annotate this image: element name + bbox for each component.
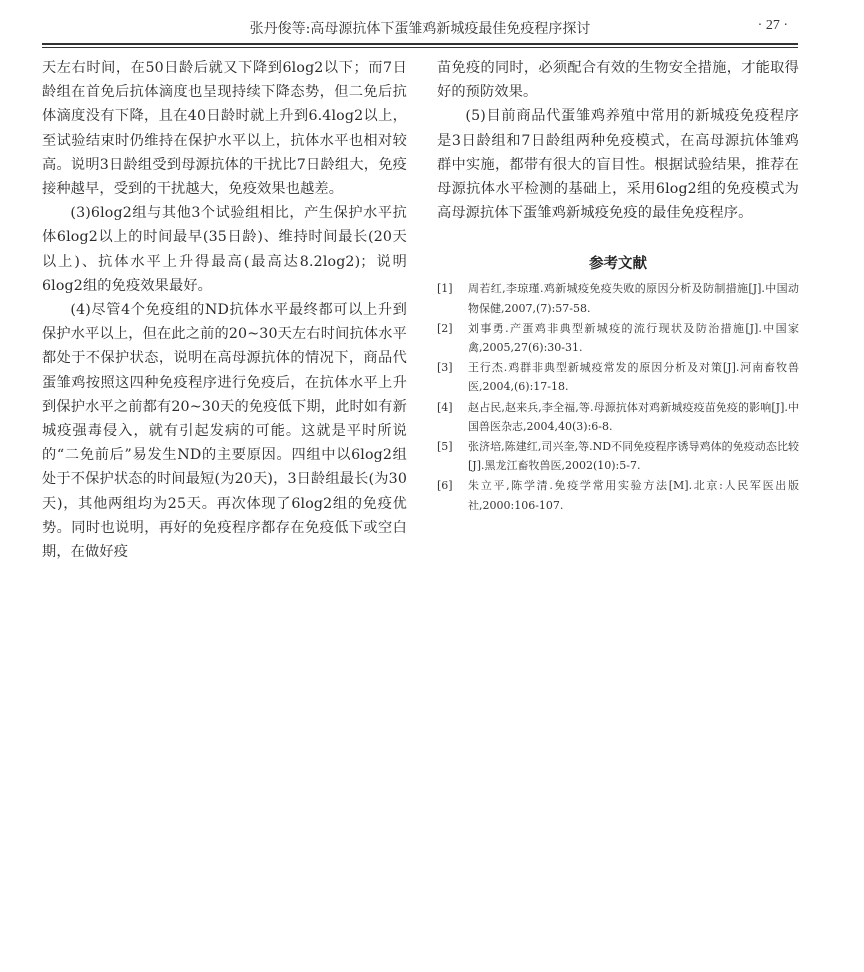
reference-text: 张济培,陈建红,司兴奎,等.ND不同免疫程序诱导鸡体的免疫动态比较[J].黑龙江畜牧兽医,2002(10):5-7. (468, 440, 799, 473)
reference-item (437, 358, 799, 396)
body-paragraph: 苗免疫的同时，必须配合有效的生物安全措施，才能取得好的预防效果。 (437, 60, 799, 101)
left-column (42, 56, 407, 564)
reference-text: 王行杰.鸡群非典型新城疫常发的原因分析及对策[J].河南畜牧兽医,2004,(6):17-18. (468, 361, 799, 394)
body-paragraph: (5)目前商品代蛋雏鸡养殖中常用的新城疫免疫程序是3日龄组和7日龄组两种免疫模式，在高母源抗体雏鸡群中实施，都带有很大的盲目性。根据试验结果，推荐在母源抗体水平检测的基础上，采用6log2组的免疫模式为高母源抗体下蛋雏鸡新城疫免疫的最佳免疫程序。 (437, 108, 799, 222)
running-title: 张丹俊等:高母源抗体下蛋雏鸡新城疫最佳免疫程序探讨 (249, 21, 591, 37)
reference-item (437, 398, 799, 436)
running-header (42, 14, 798, 44)
reference-number: [4] (437, 400, 453, 414)
body-paragraph: (4)尽管4个免疫组的ND抗体水平最终都可以上升到保护水平以上，但在此之前的20~30天左右时间抗体水平都处于不保护状态，说明在高母源抗体的情况下，商品代蛋雏鸡按照这四种免疫程序进行免疫后，在抗体水平上升到保护水平之前都有20~30天的免疫低下期，此时如有新城疫强毒侵入，就有引起发病的可能。这就是平时所说的“二免前后”易发生ND的主要原因。四组中以6log2组处于不保护状态的时间最短(为20天)，3日龄组最长(为30天)，其他两组均为25天。再次体现了6log2组的免疫优势。同时也说明，再好的免疫程序都存在免疫低下或空白期，在做好疫 (42, 302, 407, 561)
reference-number: [3] (437, 361, 453, 375)
reference-number: [6] (437, 479, 453, 493)
reference-item (437, 437, 799, 475)
page-number: · 27 · (757, 18, 788, 33)
reference-item (437, 319, 799, 357)
reference-list (437, 279, 799, 514)
right-column (437, 56, 799, 516)
body-paragraph: 天左右时间，在50日龄后就又下降到6log2以下；而7日龄组在首免后抗体滴度也呈现持续下降态势，但二免后抗体滴度没有下降，且在40日龄时就上升到6.4log2以上，至试验结束时仍维持在保护水平以上，抗体水平也相对较高。说明3日龄组受到母源抗体的干扰比7日龄组大，免疫接种越早，受到的干扰越大，免疫效果也越差。 (42, 60, 407, 198)
reference-item (437, 279, 799, 317)
reference-text: 刘事勇.产蛋鸡非典型新城疫的流行现状及防治措施[J].中国家禽,2005,27(6):30-31. (468, 321, 799, 355)
reference-text: 周若红,李琼瑾.鸡新城疫免疫失败的原因分析及防制措施[J].中国动物保健,2007,(7):57-58. (468, 282, 799, 315)
reference-number: [5] (437, 440, 453, 454)
header-rule-thick (42, 43, 798, 45)
header-rule-thin (42, 47, 798, 48)
body-paragraph: (3)6log2组与其他3个试验组相比，产生保护水平抗体6log2以上的时间最早(35日龄)、维持时间最长(20天以上)、抗体水平上升得最高(最高达8.2log2)；说明6log2组的免疫效果最好。 (42, 205, 407, 294)
references-heading: 参考文献 (589, 256, 647, 273)
reference-text: 赵占民,赵来兵,李全福,等.母源抗体对鸡新城疫疫苗免疫的影响[J].中国兽医杂志,2004,40(3):6-8. (468, 400, 799, 433)
reference-text: 朱立平,陈学清.免疫学常用实验方法[M].北京:人民军医出版社,2000:106-107. (468, 479, 799, 512)
reference-number: [2] (437, 321, 453, 335)
reference-number: [1] (437, 282, 453, 296)
reference-item (437, 476, 799, 514)
